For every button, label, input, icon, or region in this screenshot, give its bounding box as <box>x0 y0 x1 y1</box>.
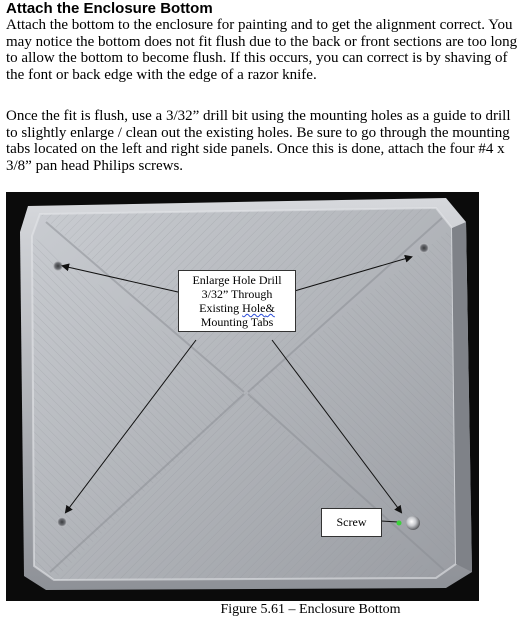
section-heading: Attach the Enclosure Bottom <box>6 0 213 17</box>
instruction-paragraph-2: Once the fit is flush, use a 3/32” drill bit using the mounting holes as a guide to drill to slightly enlarge / clean out the existing holes. Be sure to go through the mounting tabs located on the left and right side panels. Once this is done, attach the four #4 x 3/8” pan head Philips screws. <box>6 108 511 174</box>
callout-line-4: Mounting Tabs <box>200 315 274 329</box>
callout-enlarge-hole <box>178 270 296 332</box>
instruction-paragraph-1: Attach the bottom to the enclosure for painting and to get the alignment correct. You may notice the bottom does not fit flush due to the back or front sections are too long to allow the bottom to become flush. If this occurs, you can correct is by shaving of the font or back edge with the edge of a razor knife. <box>6 17 518 83</box>
callout-line-3: Existing Hole& <box>199 301 275 315</box>
figure-caption: Figure 5.61 – Enclosure Bottom <box>220 602 401 617</box>
callout-screw: Screw <box>321 508 382 537</box>
enclosure-bottom-photo <box>6 192 479 601</box>
callout-line-1: Enlarge Hole Drill <box>192 273 282 287</box>
callout-line-2: 3/32” Through <box>201 287 273 301</box>
